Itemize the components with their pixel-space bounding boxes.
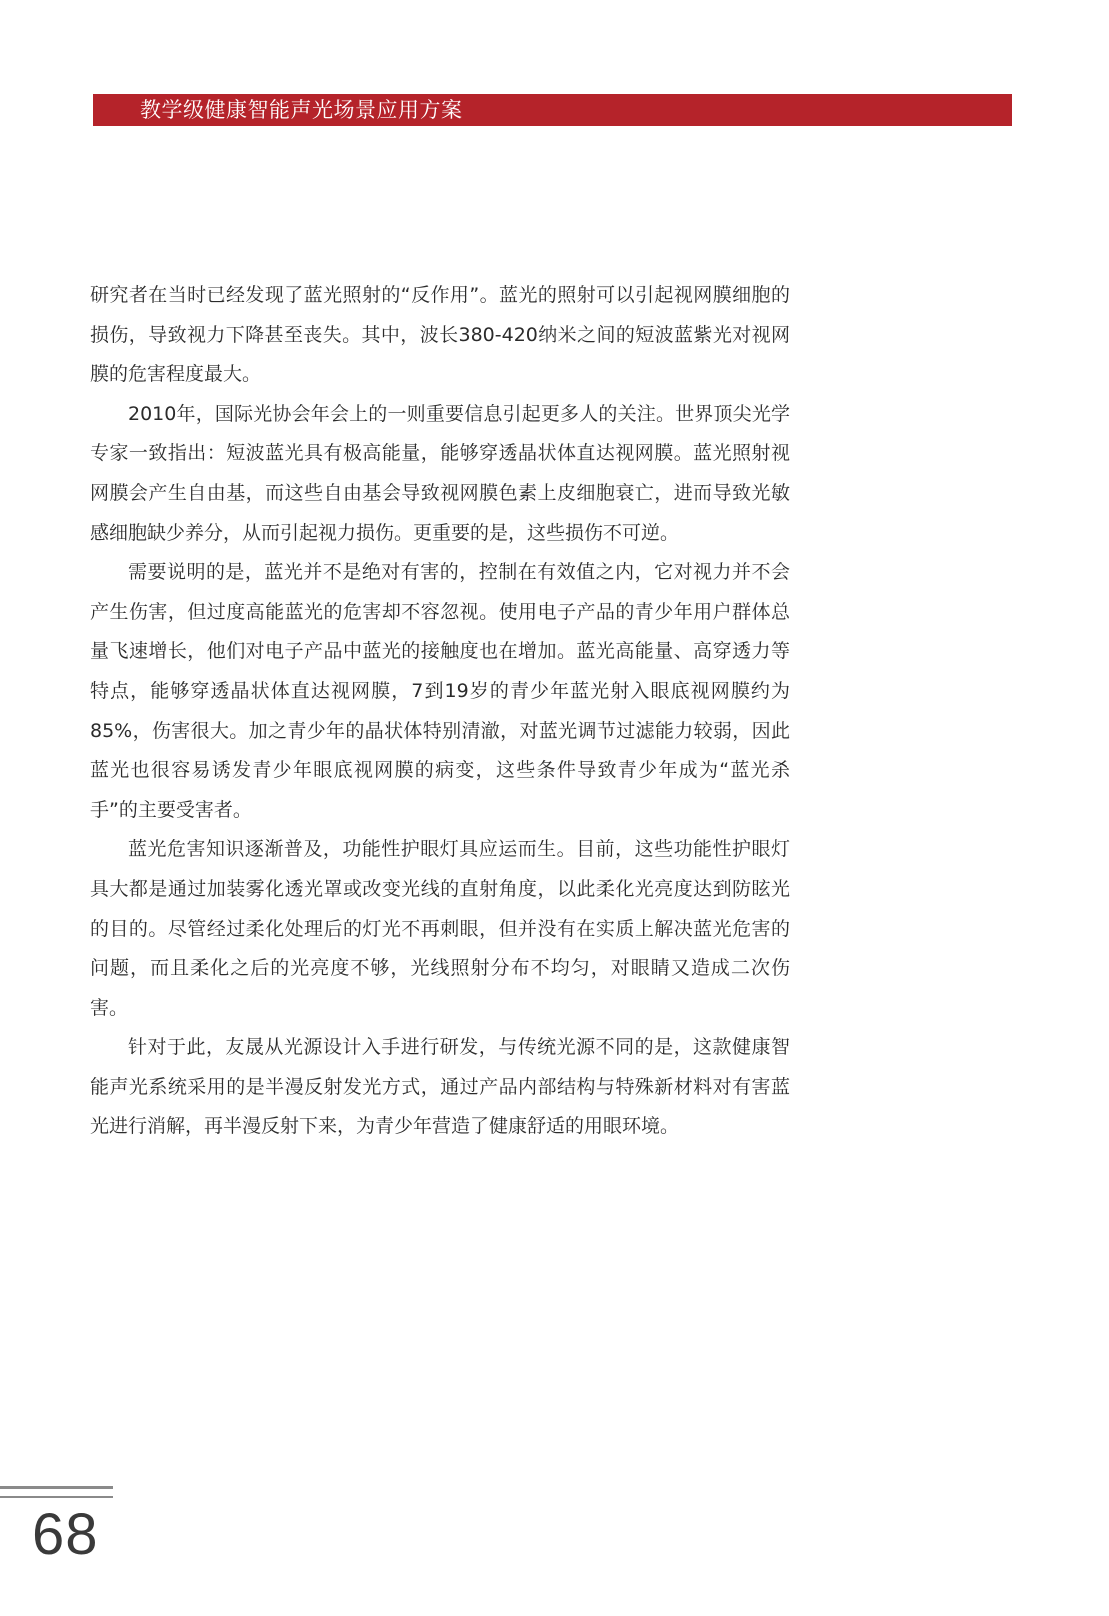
paragraph-3: 需要说明的是，蓝光并不是绝对有害的，控制在有效值之内，它对视力并不会产生伤害，但过度高能蓝光的危害却不容忽视。使用电子产品的青少年用户群体总量飞速增长，他们对电子产品中蓝光的接触度也在增加。蓝光高能量、高穿透力等特点，能够穿透晶状体直达视网膜，7到19岁的青少年蓝光射入眼底视网膜约为85%，伤害很大。加之青少年的晶状体特别清澈，对蓝光调节过滤能力较弱，因此蓝光也很容易诱发青少年眼底视网膜的病变，这些条件导致青少年成为“蓝光杀手”的主要受害者。 xyxy=(90,561,790,821)
footer-rule-top xyxy=(0,1486,113,1489)
paragraph-5: 针对于此，友晟从光源设计入手进行研发，与传统光源不同的是，这款健康智能声光系统采用的是半漫反射发光方式，通过产品内部结构与特殊新材料对有害蓝光进行消解，再半漫反射下来，为青少年营造了健康舒适的用眼环境。 xyxy=(90,1036,790,1138)
body-text xyxy=(90,276,790,1147)
header-band xyxy=(93,94,1012,126)
header-title: 教学级健康智能声光场景应用方案 xyxy=(140,98,463,122)
paragraph-2: 2010年，国际光协会年会上的一则重要信息引起更多人的关注。世界顶尖光学专家一致指出：短波蓝光具有极高能量，能够穿透晶状体直达视网膜。蓝光照射视网膜会产生自由基，而这些自由基会导致视网膜色素上皮细胞衰亡，进而导致光敏感细胞缺少养分，从而引起视力损伤。更重要的是，这些损伤不可逆。 xyxy=(90,402,790,544)
paragraph-1: 研究者在当时已经发现了蓝光照射的“反作用”。蓝光的照射可以引起视网膜细胞的损伤，导致视力下降甚至丧失。其中，波长380-420纳米之间的短波蓝紫光对视网膜的危害程度最大。 xyxy=(90,284,790,386)
paragraph-4: 蓝光危害知识逐渐普及，功能性护眼灯具应运而生。目前，这些功能性护眼灯具大都是通过加装雾化透光罩或改变光线的直射角度，以此柔化光亮度达到防眩光的目的。尽管经过柔化处理后的灯光不再刺眼，但并没有在实质上解决蓝光危害的问题，而且柔化之后的光亮度不够，光线照射分布不均匀，对眼睛又造成二次伤害。 xyxy=(90,838,790,1019)
footer-rule-bottom xyxy=(0,1496,113,1498)
page-number: 68 xyxy=(32,1502,99,1567)
